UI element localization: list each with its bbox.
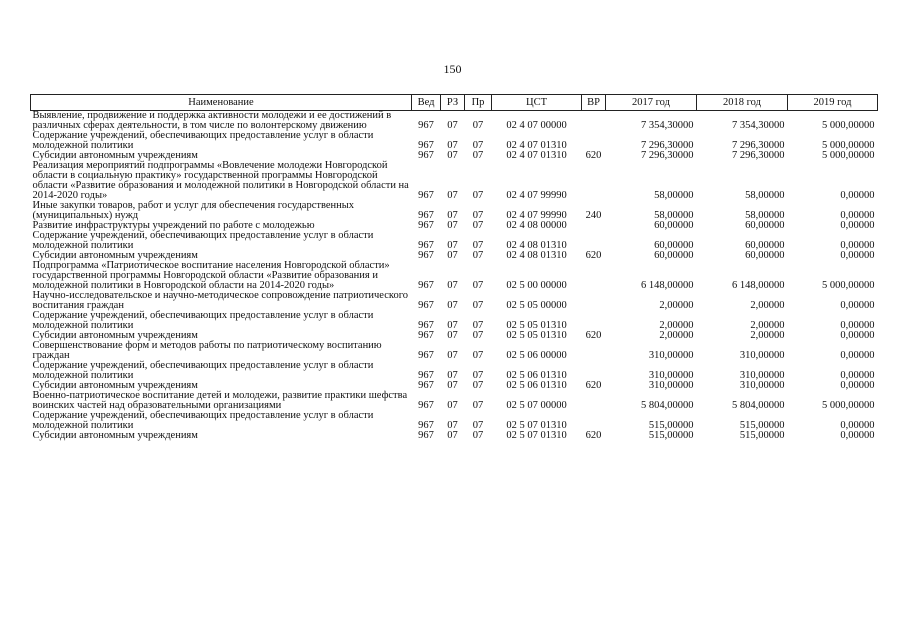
cell-2019: 5 000,00000 <box>822 140 875 151</box>
cell-cst: 02 4 08 01310 <box>506 250 567 261</box>
cell-pr: 07 <box>472 350 484 361</box>
cell-pr: 07 <box>472 320 484 331</box>
cell-name: Субсидии автономным учреждениям <box>32 330 198 341</box>
cell-ved: 967 <box>418 220 434 231</box>
cell-pr: 07 <box>472 150 484 161</box>
cell-rz: 07 <box>447 420 458 431</box>
cell-2019: 0,00000 <box>840 380 875 391</box>
cell-ved: 967 <box>418 420 434 431</box>
cell-pr: 07 <box>472 210 484 221</box>
cell-rz: 07 <box>447 350 458 361</box>
cell-2017: 58,00000 <box>654 190 694 201</box>
cell-ved: 967 <box>418 380 434 391</box>
table-row <box>31 311 878 331</box>
cell-ved: 967 <box>418 280 434 291</box>
cell-ved: 967 <box>418 300 434 311</box>
cell-2019: 0,00000 <box>840 220 875 231</box>
table-header <box>31 95 878 111</box>
cell-2017: 58,00000 <box>654 210 694 221</box>
cell-rz: 07 <box>447 300 458 311</box>
cell-name: Выявление, продвижение и поддержка активности молодежи и ее достижений в различных сферах деятельности, в том числе по волонтерскому движению <box>32 110 392 131</box>
table-row <box>31 201 878 221</box>
cell-2017: 310,00000 <box>648 350 694 361</box>
cell-2018: 60,00000 <box>745 240 785 251</box>
header-2017: 2017 год <box>606 95 697 111</box>
budget-table <box>30 94 878 441</box>
cell-vr <box>582 131 606 151</box>
cell-cst: 02 5 07 00000 <box>506 400 567 411</box>
cell-name: Развитие инфраструктуры учреждений по работе с молодежью <box>32 220 315 231</box>
cell-2019: 0,00000 <box>840 320 875 331</box>
cell-vr <box>582 111 606 132</box>
cell-2017: 2,00000 <box>659 300 694 311</box>
cell-ved: 967 <box>418 350 434 361</box>
cell-2019: 0,00000 <box>840 240 875 251</box>
cell-2017: 7 296,30000 <box>641 150 694 161</box>
cell-cst: 02 5 05 01310 <box>506 320 567 331</box>
cell-rz: 07 <box>447 370 458 381</box>
cell-pr: 07 <box>472 430 484 441</box>
table-row <box>31 391 878 411</box>
table-row <box>31 161 878 201</box>
cell-2018: 310,00000 <box>739 370 785 381</box>
cell-pr: 07 <box>472 250 484 261</box>
cell-2017: 2,00000 <box>659 330 694 341</box>
cell-pr: 07 <box>472 140 484 151</box>
cell-cst: 02 4 07 01310 <box>506 150 567 161</box>
cell-vr: 620 <box>585 380 602 391</box>
cell-2019: 0,00000 <box>840 330 875 341</box>
cell-2018: 60,00000 <box>745 220 785 231</box>
cell-2018: 515,00000 <box>739 430 785 441</box>
cell-2017: 310,00000 <box>648 380 694 391</box>
cell-vr: 620 <box>585 330 602 341</box>
cell-vr <box>582 231 606 251</box>
cell-vr: 620 <box>585 430 602 441</box>
cell-name: Субсидии автономным учреждениям <box>32 250 198 261</box>
cell-pr: 07 <box>472 420 484 431</box>
cell-name: Содержание учреждений, обеспечивающих предоставление услуг в области молодежной политики <box>32 410 374 431</box>
cell-cst: 02 5 05 00000 <box>506 300 567 311</box>
cell-name: Содержание учреждений, обеспечивающих предоставление услуг в области молодежной политики <box>32 130 374 151</box>
cell-pr: 07 <box>472 330 484 341</box>
cell-name: Содержание учреждений, обеспечивающих предоставление услуг в области молодежной политики <box>32 360 374 381</box>
cell-cst: 02 5 05 01310 <box>506 330 567 341</box>
cell-2018: 2,00000 <box>750 300 785 311</box>
cell-rz: 07 <box>447 280 458 291</box>
table-row <box>31 411 878 431</box>
cell-ved: 967 <box>418 190 434 201</box>
cell-cst: 02 4 07 01310 <box>506 140 567 151</box>
cell-pr: 07 <box>472 120 484 131</box>
cell-2019: 0,00000 <box>840 420 875 431</box>
cell-2018: 5 804,00000 <box>732 400 785 411</box>
cell-vr: 240 <box>585 210 602 221</box>
cell-2017: 60,00000 <box>654 250 694 261</box>
cell-2019: 0,00000 <box>840 370 875 381</box>
cell-name: Подпрограмма «Патриотическое воспитание населения Новгородской области» государственной программы Новгородской области «Развитие образования и молодежной политики в Новгородской области на 2014-2020 годы» <box>32 260 390 291</box>
cell-rz: 07 <box>447 320 458 331</box>
cell-name: Субсидии автономным учреждениям <box>32 430 198 441</box>
cell-2018: 58,00000 <box>745 210 785 221</box>
header-rz: РЗ <box>441 95 465 111</box>
cell-2018: 60,00000 <box>745 250 785 261</box>
cell-ved: 967 <box>418 240 434 251</box>
header-vr: ВР <box>582 95 606 111</box>
cell-rz: 07 <box>447 330 458 341</box>
cell-rz: 07 <box>447 380 458 391</box>
cell-ved: 967 <box>418 320 434 331</box>
cell-2017: 515,00000 <box>648 430 694 441</box>
cell-name: Реализация мероприятий подпрограммы «Вовлечение молодежи Новгородской области в социальную практику» государственной программы Новгородской области «Развитие образования и молодежной политики в Новгородской области на 2014-2020 годы» <box>32 160 409 201</box>
cell-2018: 2,00000 <box>750 330 785 341</box>
cell-rz: 07 <box>447 150 458 161</box>
cell-ved: 967 <box>418 430 434 441</box>
cell-2019: 0,00000 <box>840 430 875 441</box>
cell-2018: 2,00000 <box>750 320 785 331</box>
cell-2019: 0,00000 <box>840 350 875 361</box>
cell-ved: 967 <box>418 210 434 221</box>
cell-rz: 07 <box>447 190 458 201</box>
cell-cst: 02 5 07 01310 <box>506 420 567 431</box>
cell-name: Субсидии автономным учреждениям <box>32 150 198 161</box>
cell-vr: 620 <box>585 150 602 161</box>
cell-name: Содержание учреждений, обеспечивающих предоставление услуг в области молодежной политики <box>32 230 374 251</box>
cell-2018: 310,00000 <box>739 350 785 361</box>
cell-2017: 515,00000 <box>648 420 694 431</box>
cell-vr <box>582 361 606 381</box>
cell-2018: 515,00000 <box>739 420 785 431</box>
cell-2019: 5 000,00000 <box>822 150 875 161</box>
cell-name: Иные закупки товаров, работ и услуг для обеспечения государственных (муниципальных) нужд <box>32 200 355 221</box>
cell-ved: 967 <box>418 150 434 161</box>
cell-vr <box>582 341 606 361</box>
cell-rz: 07 <box>447 250 458 261</box>
cell-cst: 02 5 06 01310 <box>506 380 567 391</box>
table-row <box>31 131 878 151</box>
table-row <box>31 231 878 251</box>
cell-2018: 310,00000 <box>739 380 785 391</box>
cell-2019: 5 000,00000 <box>822 280 875 291</box>
cell-rz: 07 <box>447 400 458 411</box>
cell-2017: 60,00000 <box>654 240 694 251</box>
header-ved: Вед <box>412 95 441 111</box>
cell-2017: 7 296,30000 <box>641 140 694 151</box>
cell-rz: 07 <box>447 210 458 221</box>
cell-cst: 02 5 06 00000 <box>506 350 567 361</box>
table-row <box>31 431 878 441</box>
cell-2017: 7 354,30000 <box>641 120 694 131</box>
cell-name: Научно-исследовательское и научно-методическое сопровождение патриотического воспитания граждан <box>32 290 408 311</box>
cell-vr <box>582 261 606 291</box>
cell-2019: 0,00000 <box>840 300 875 311</box>
cell-ved: 967 <box>418 330 434 341</box>
cell-name: Совершенствование форм и методов работы по патриотическому воспитанию граждан <box>32 340 382 361</box>
cell-2019: 5 000,00000 <box>822 120 875 131</box>
table-row <box>31 361 878 381</box>
cell-ved: 967 <box>418 370 434 381</box>
cell-ved: 967 <box>418 120 434 131</box>
cell-2018: 58,00000 <box>745 190 785 201</box>
cell-pr: 07 <box>472 400 484 411</box>
cell-name: Содержание учреждений, обеспечивающих предоставление услуг в области молодежной политики <box>32 310 374 331</box>
cell-cst: 02 4 08 00000 <box>506 220 567 231</box>
cell-vr <box>582 311 606 331</box>
cell-vr <box>582 291 606 311</box>
cell-rz: 07 <box>447 140 458 151</box>
cell-2018: 7 354,30000 <box>732 120 785 131</box>
cell-vr <box>582 221 606 231</box>
cell-2017: 5 804,00000 <box>641 400 694 411</box>
cell-pr: 07 <box>472 380 484 391</box>
cell-cst: 02 4 08 01310 <box>506 240 567 251</box>
cell-vr <box>582 161 606 201</box>
cell-2019: 0,00000 <box>840 250 875 261</box>
table-row <box>31 261 878 291</box>
cell-vr <box>582 411 606 431</box>
cell-name: Военно-патриотическое воспитание детей и молодежи, развитие практики шефства воинских частей над образовательными организациями <box>32 390 408 411</box>
cell-rz: 07 <box>447 120 458 131</box>
cell-cst: 02 4 07 99990 <box>506 190 567 201</box>
cell-rz: 07 <box>447 430 458 441</box>
cell-2019: 5 000,00000 <box>822 400 875 411</box>
cell-cst: 02 5 07 01310 <box>506 430 567 441</box>
cell-pr: 07 <box>472 240 484 251</box>
cell-vr <box>582 391 606 411</box>
table-row <box>31 341 878 361</box>
header-2019: 2019 год <box>788 95 878 111</box>
cell-rz: 07 <box>447 240 458 251</box>
cell-pr: 07 <box>472 300 484 311</box>
cell-2017: 2,00000 <box>659 320 694 331</box>
cell-pr: 07 <box>472 370 484 381</box>
page-number: 150 <box>443 62 462 76</box>
cell-cst: 02 4 07 99990 <box>506 210 567 221</box>
cell-name: Субсидии автономным учреждениям <box>32 380 198 391</box>
cell-2019: 0,00000 <box>840 190 875 201</box>
cell-2017: 6 148,00000 <box>641 280 694 291</box>
cell-pr: 07 <box>472 220 484 231</box>
header-name: Наименование <box>31 95 412 111</box>
cell-2017: 60,00000 <box>654 220 694 231</box>
cell-pr: 07 <box>472 190 484 201</box>
cell-2019: 0,00000 <box>840 210 875 221</box>
cell-cst: 02 5 00 00000 <box>506 280 567 291</box>
header-cst: ЦСТ <box>492 95 582 111</box>
cell-ved: 967 <box>418 250 434 261</box>
cell-2017: 310,00000 <box>648 370 694 381</box>
cell-2018: 7 296,30000 <box>732 150 785 161</box>
cell-ved: 967 <box>418 140 434 151</box>
header-pr: Пр <box>465 95 492 111</box>
table-row <box>31 111 878 132</box>
cell-2018: 7 296,30000 <box>732 140 785 151</box>
cell-pr: 07 <box>472 280 484 291</box>
cell-ved: 967 <box>418 400 434 411</box>
cell-vr: 620 <box>585 250 602 261</box>
cell-cst: 02 4 07 00000 <box>506 120 567 131</box>
cell-rz: 07 <box>447 220 458 231</box>
cell-2018: 6 148,00000 <box>732 280 785 291</box>
cell-cst: 02 5 06 01310 <box>506 370 567 381</box>
table-body <box>31 111 878 442</box>
header-2018: 2018 год <box>697 95 788 111</box>
table-row <box>31 291 878 311</box>
